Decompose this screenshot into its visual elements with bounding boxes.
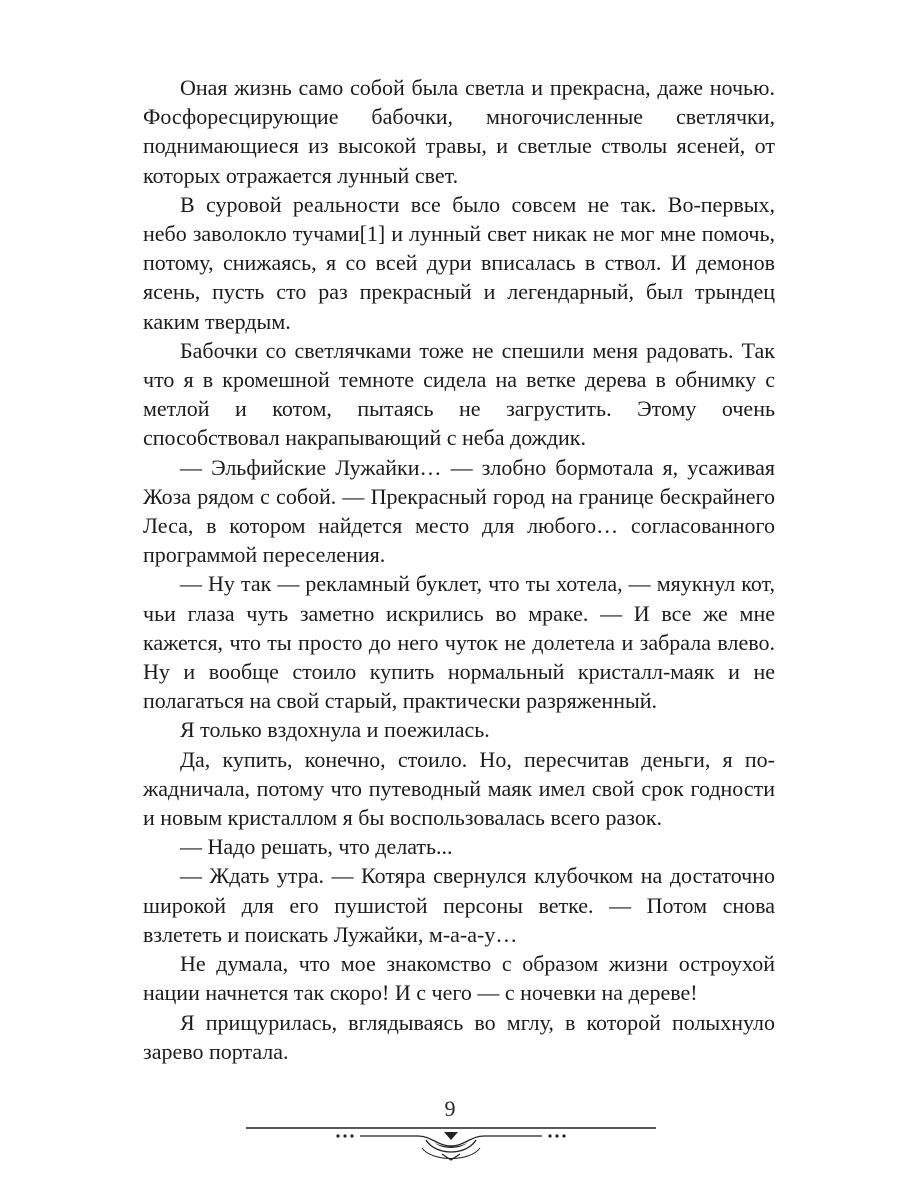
paragraph-9: — Ждать утра. — Котяра свернулся клубочком на достаточно широкой для его пушистой персоны ветке. — Потом снова взлететь и поискать Лужайки, м-а-а-у… (143, 863, 775, 947)
paragraph-6: Я только вздохнула и поежилась. (180, 717, 490, 743)
page-body (143, 73, 775, 1066)
page-number: 9 (444, 1096, 456, 1121)
paragraph-10: Не думала, что мое знакомство с образом жизни остроухой нации начнется так скоро! И с чего — с ночевки на дереве! (143, 951, 775, 1006)
paragraph-11: Я прищурилась, вглядываясь во мглу, в которой полыхнуло зарево портала. (143, 1009, 775, 1064)
page-footer (0, 1090, 900, 1170)
paragraph-8: — Надо решать, что делать... (180, 834, 453, 860)
footer-ornament-icon (246, 1118, 656, 1168)
paragraph-1: Оная жизнь само собой была светла и прекрасна, даже ночью. Фосфоресцирующие бабочки, многочисленные светлячки, поднимающиеся из высокой травы, и светлые стволы ясеней, от которых отражается лунный свет. (143, 75, 775, 188)
paragraph-5: — Ну так — рекламный буклет, что ты хотела, — мяукнул кот, чьи глаза чуть заметно искрились во мраке. — И все же мне кажется, что ты просто до него чуток не долетела и забрала влево. Ну и вообще стоило купить нормальный кристалл-маяк и не полагаться на свой старый, практически разряженный. (143, 571, 775, 714)
paragraph-7: Да, купить, конечно, стоило. Но, пересчитав деньги, я пожадничала, потому что путеводный маяк имел свой срок годности и новым кристаллом я бы воспользовалась всего разок. (143, 746, 775, 831)
paragraph-4: — Эльфийские Лужайки… — злобно бормотала я, усаживая Жоза рядом с собой. — Прекрасный город на границе бескрайнего Леса, в котором найдется место для любого… согласованного программой переселения. (143, 454, 775, 568)
paragraph-2: В суровой реальности все было совсем не так. Во-первых, небо заволокло тучами[1] и лунный свет никак не мог мне помочь, потому, снижаясь, я со всей дури вписалась в ствол. И демонов ясень, пусть сто раз прекрасный и легендарный, был трындец каким твердым. (143, 191, 775, 334)
paragraph-3: Бабочки со светлячками тоже не спешили меня радовать. Так что я в кромешной темноте сидела на ветке дерева в обнимку с метлой и котом, пытаясь не загрустить. Этому очень способствовал накрапывающий с неба дождик. (143, 337, 775, 451)
